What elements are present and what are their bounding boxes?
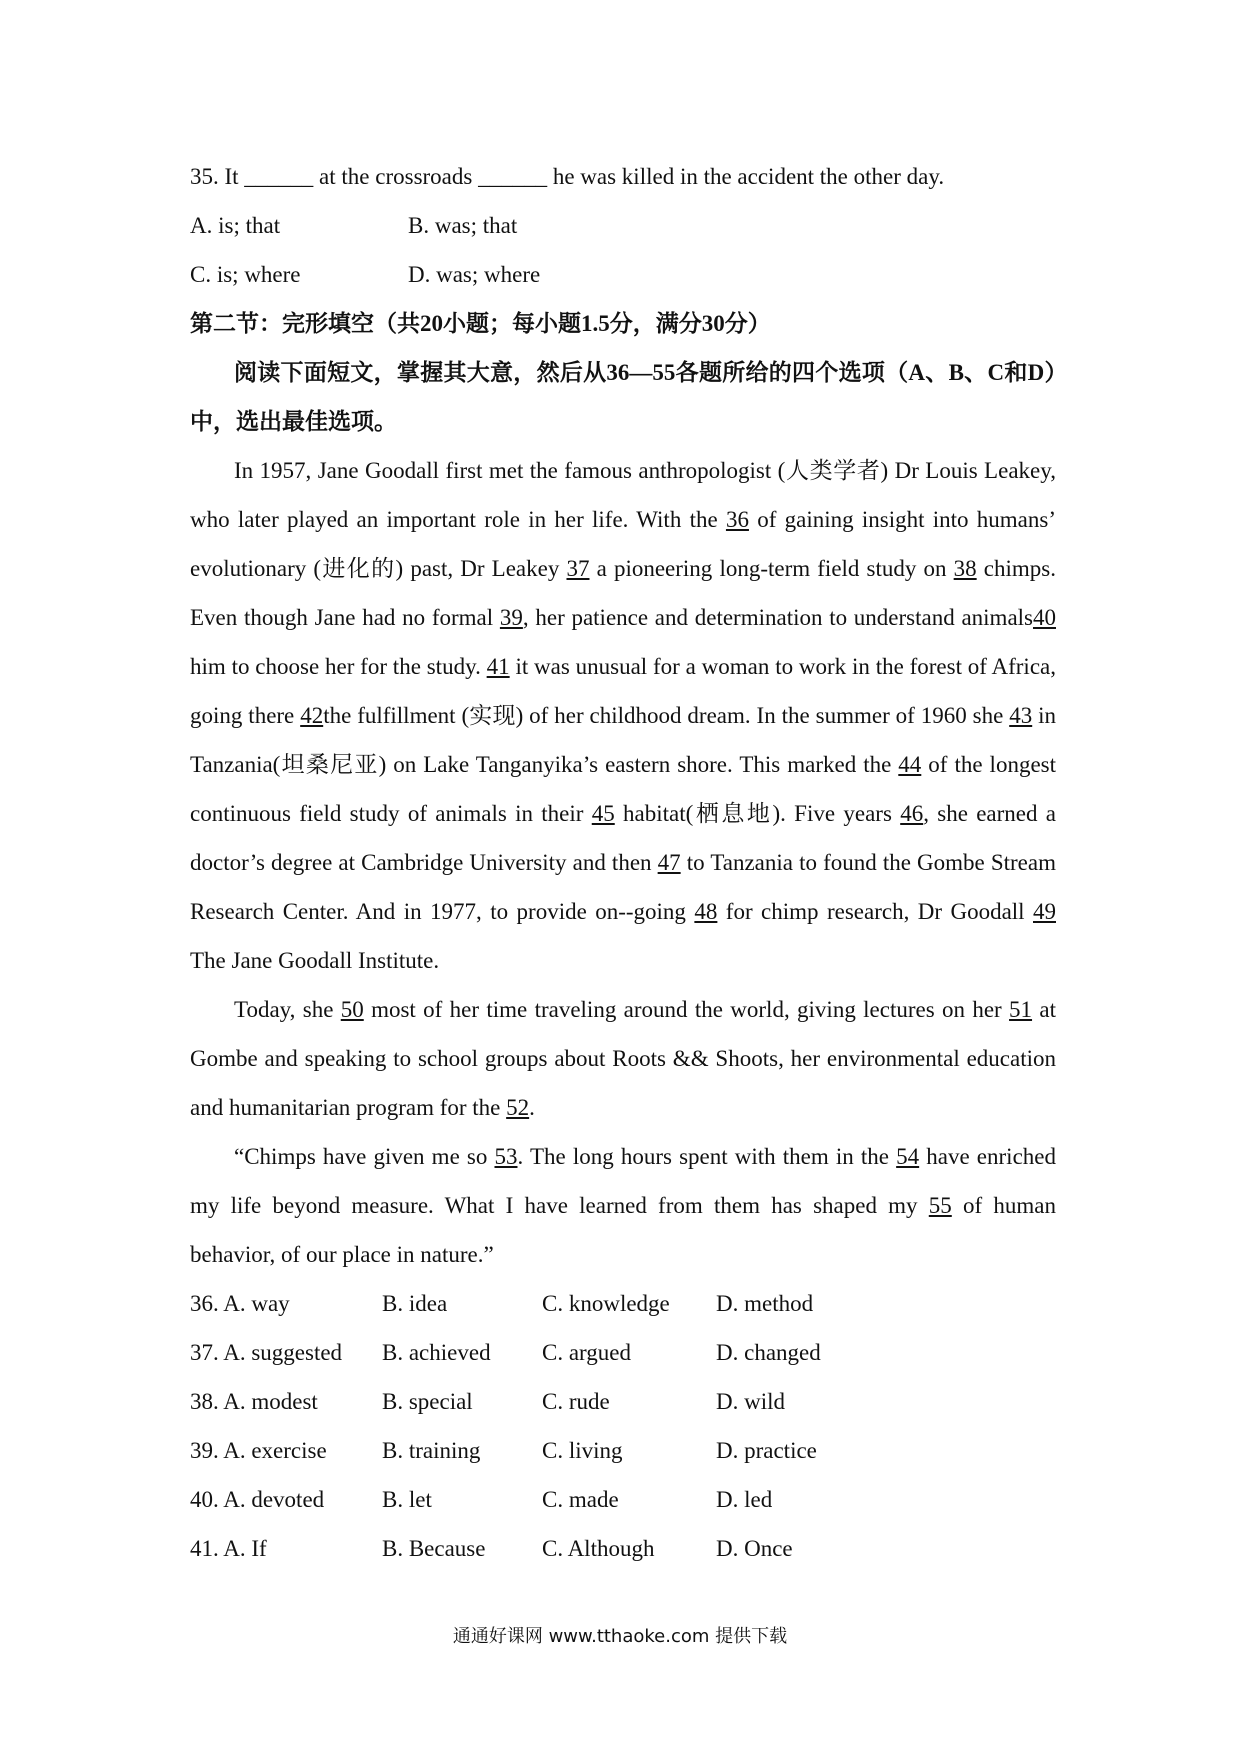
blank-46: 46 [900,801,924,826]
blank-52: 52 [506,1095,530,1120]
passage-text: to Tanzania to found the Gombe Stream Research Center. And in 1977, to provide on--going [190,850,1056,924]
choice-option: 38. A. modest [190,1389,318,1414]
passage-text: him to choose her for the study. [190,654,487,679]
choice-option: B. let [382,1487,432,1512]
page-footer: 通通好课网 www.tthaoke.com 提供下载 [452,1626,788,1647]
passage-text: , she earned a doctor’s degree at Cambridge University and then [190,801,1056,875]
passage-text: . [529,1095,535,1120]
blank-41: 41 [486,654,510,679]
q35-option-d: D. was; where [408,262,541,287]
blank-38: 38 [953,556,977,581]
choice-option: D. wild [716,1389,785,1414]
choice-option: 36. A. way [190,1291,290,1316]
passage-text: of the longest continuous field study of animals in their [190,752,1056,826]
choice-option: D. Once [716,1536,793,1561]
choice-option: C. made [542,1487,619,1512]
passage-text: Today, she [234,997,341,1022]
choice-row-39 [190,1426,1056,1475]
passage-text: The Jane Goodall Institute. [190,948,440,973]
blank-45: 45 [591,801,615,826]
blank-43: 43 [1009,703,1033,728]
blank-47: 47 [657,850,681,875]
passage-text: of gaining insight into humans’ evolutionary (进化的) past, Dr Leakey [190,507,1056,581]
answer-choices [190,1279,1056,1573]
choice-row-41 [190,1524,1056,1573]
passage-text: of human behavior, of our place in nature.” [190,1193,1056,1267]
choice-row-38 [190,1377,1056,1426]
choice-option: D. changed [716,1340,821,1365]
passage-text: In 1957, Jane Goodall first met the famous anthropologist (人类学者) Dr Louis Leakey, who later played an important role in her life. With the [190,458,1056,532]
choice-option: C. rude [542,1389,610,1414]
choice-row-40 [190,1475,1056,1524]
choice-option: 40. A. devoted [190,1487,325,1512]
blank-36: 36 [725,507,749,532]
blank-49: 49 [1033,899,1056,924]
choice-option: 39. A. exercise [190,1438,327,1463]
passage-paragraph-1 [190,446,1056,985]
choice-option: B. Because [382,1536,486,1561]
passage-text: it was unusual for a woman to work in the forest of Africa, going there [190,654,1056,728]
blank-48: 48 [694,899,718,924]
section-heading: 第二节：完形填空（共20小题；每小题1.5分，满分30分） [190,311,771,336]
choice-option: D. practice [716,1438,817,1463]
blank-55: 55 [928,1193,952,1218]
choice-option: C. knowledge [542,1291,670,1316]
blank-37: 37 [566,556,590,581]
passage-text: . The long hours spent with them in the [517,1144,897,1169]
passage-paragraph-2 [190,985,1056,1132]
choice-option: D. led [716,1487,773,1512]
passage-text: most of her time traveling around the world, giving lectures on her [363,997,1010,1022]
choice-option: 37. A. suggested [190,1340,343,1365]
passage-text: at Gombe and speaking to school groups about Roots && Shoots, her environmental education and humanitarian program for the [190,997,1056,1120]
passage-paragraph-3 [190,1132,1056,1279]
choice-option: C. argued [542,1340,632,1365]
passage-text: “Chimps have given me so [234,1144,495,1169]
blank-50: 50 [340,997,364,1022]
question-35-options [190,201,1056,299]
passage-text: a pioneering long-term field study on [589,556,954,581]
choice-option: B. achieved [382,1340,491,1365]
blank-39: 39 [499,605,523,630]
choice-option: B. training [382,1438,481,1463]
exam-page-content [190,152,1056,1573]
blank-42: 42 [300,703,324,728]
section-instruction: 阅读下面短文，掌握其大意，然后从36—55各题所给的四个选项（A、B、C和D）中，选出最佳选项。 [190,360,1056,434]
question-35-stem: 35. It ______ at the crossroads ______ he was killed in the accident the other day. [190,164,945,189]
choice-row-36 [190,1279,1056,1328]
blank-40: 40 [1033,605,1056,630]
q35-option-a: A. is; that [190,213,281,238]
choice-option: B. special [382,1389,473,1414]
choice-option: C. Although [542,1536,655,1561]
passage-text: the fulfillment (实现) of her childhood dream. In the summer of 1960 she [323,703,1010,728]
passage-text: habitat(栖息地). Five years [614,801,901,826]
passage-text: in Tanzania(坦桑尼亚) on Lake Tanganyika’s eastern shore. This marked the [190,703,1057,777]
blank-53: 53 [494,1144,518,1169]
blank-54: 54 [896,1144,920,1169]
blank-51: 51 [1009,997,1033,1022]
q35-option-c: C. is; where [190,262,301,287]
passage-text: chimps. Even though Jane had no formal [190,556,1056,630]
q35-option-b: B. was; that [408,213,518,238]
choice-option: B. idea [382,1291,448,1316]
passage-text: , her patience and determination to understand animals [522,605,1033,630]
choice-option: 41. A. If [190,1536,267,1561]
blank-44: 44 [898,752,922,777]
choice-option: D. method [716,1291,814,1316]
choice-row-37 [190,1328,1056,1377]
passage-text: for chimp research, Dr Goodall [717,899,1033,924]
passage-text: have enriched my life beyond measure. What I have learned from them has shaped my [190,1144,1056,1218]
choice-option: C. living [542,1438,623,1463]
